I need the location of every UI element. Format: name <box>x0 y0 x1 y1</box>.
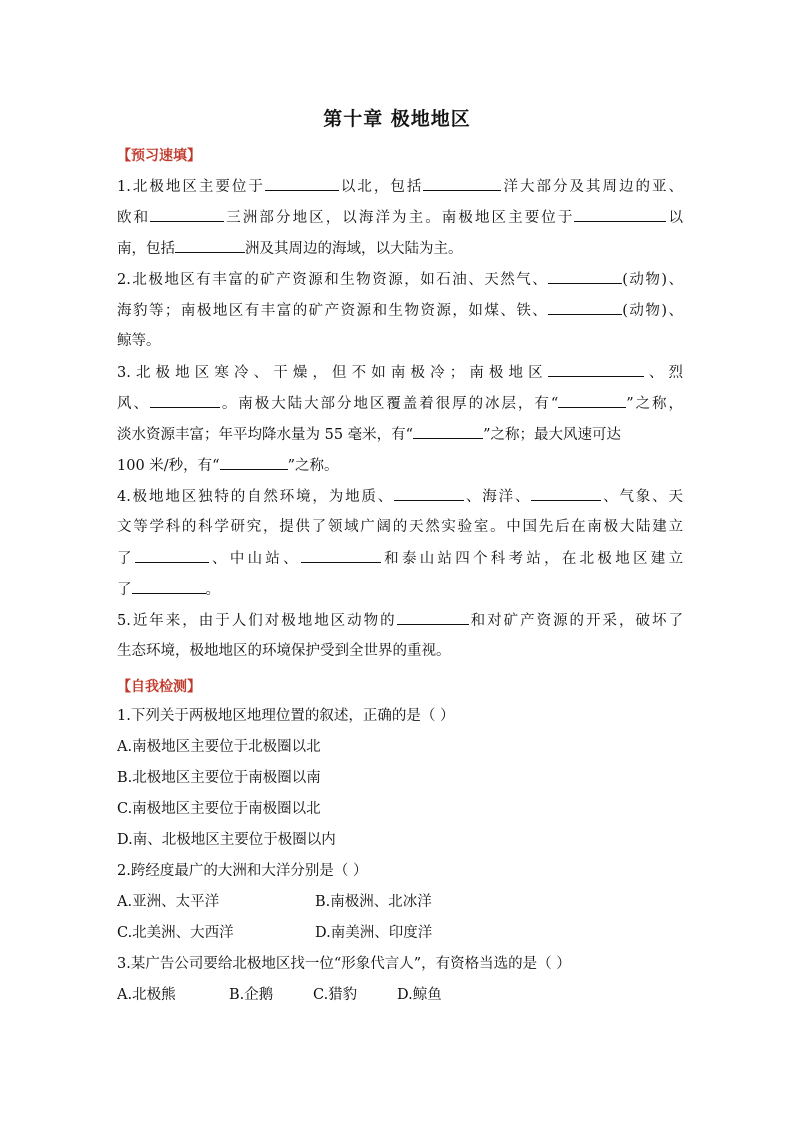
preview-line: 1.北极地区主要位于 以北，包括 洋大部分及其周边的亚、 <box>117 176 683 197</box>
answer-blank[interactable] <box>548 362 644 377</box>
answer-blank[interactable] <box>574 207 666 222</box>
question-option-row <box>117 985 683 1005</box>
preview-line: 2.北极地区有丰富的矿产资源和生物资源，如石油、天然气、 (动物)、 <box>117 269 683 290</box>
answer-blank[interactable] <box>531 486 601 501</box>
preview-line: 欧和 三洲部分地区，以海洋为主。南极地区主要位于 以 <box>117 207 683 228</box>
answer-blank[interactable] <box>220 455 288 470</box>
question-option[interactable]: D.南美洲、印度洋 <box>315 925 433 941</box>
question-option-row <box>117 923 683 943</box>
preview-line: 鲸等。 <box>117 333 161 349</box>
answer-blank[interactable] <box>413 424 483 439</box>
question-stem: 1.下列关于两极地区地理位置的叙述，正确的是（ ） <box>117 708 455 724</box>
page-title: 第十章 极地地区 <box>323 108 471 130</box>
question-option[interactable]: C.南极地区主要位于南极圈以北 <box>117 801 321 817</box>
question-option[interactable]: C.北美洲、大西洋 <box>117 925 234 941</box>
preview-line: 3.北极地区寒冷、干燥，但不如南极冷；南极地区 、烈 <box>117 362 683 383</box>
preview-line: 风、 。南极大陆大部分地区覆盖着很厚的冰层，有“ ”之称， <box>117 393 683 414</box>
answer-blank[interactable] <box>150 393 220 408</box>
question-stem: 3.某广告公司要给北极地区找一位“形象代言人”，有资格当选的是（ ） <box>117 956 571 972</box>
question-option[interactable]: A.南极地区主要位于北极圈以北 <box>117 739 321 755</box>
answer-blank[interactable] <box>397 610 469 625</box>
question-option[interactable]: D.鲸鱼 <box>397 987 442 1003</box>
answer-blank[interactable] <box>135 548 209 563</box>
answer-blank[interactable] <box>423 176 501 191</box>
answer-blank[interactable] <box>558 393 626 408</box>
answer-blank[interactable] <box>548 300 622 315</box>
answer-blank[interactable] <box>548 269 622 284</box>
question-option-row <box>117 892 683 912</box>
preview-line: 100 米/秒，有“ ”之称。 <box>117 455 683 476</box>
answer-blank[interactable] <box>132 579 206 594</box>
question-option[interactable]: B.南极洲、北冰洋 <box>315 894 432 910</box>
preview-line: 5.近年来，由于人们对极地地区动物的 和对矿产资源的开采，破坏了 <box>117 610 683 631</box>
preview-line: 生态环境，极地地区的环境保护受到全世界的重视。 <box>117 643 451 659</box>
question-option[interactable]: A.亚洲、太平洋 <box>117 894 220 910</box>
question-stem: 2.跨经度最广的大洲和大洋分别是（ ） <box>117 863 368 879</box>
preview-line: 淡水资源丰富；年平均降水量为 55 毫米，有“ ”之称；最大风速可达 <box>117 424 683 445</box>
question-option[interactable]: C.猎豹 <box>313 987 358 1003</box>
preview-line: 南，包括 洲及其周边的海域，以大陆为主。 <box>117 238 683 259</box>
answer-blank[interactable] <box>150 207 224 222</box>
answer-blank[interactable] <box>265 176 339 191</box>
question-option[interactable]: A.北极熊 <box>117 987 176 1003</box>
question-option[interactable]: D.南、北极地区主要位于极圈以内 <box>117 832 336 848</box>
preview-line: 4.极地地区独特的自然环境，为地质、 、海洋、 、气象、天 <box>117 486 683 507</box>
answer-blank[interactable] <box>301 548 381 563</box>
answer-blank[interactable] <box>175 238 245 253</box>
preview-line: 了 。 <box>117 579 683 600</box>
question-option[interactable]: B.企鹅 <box>229 987 274 1003</box>
preview-line: 海豹等；南极地区有丰富的矿产资源和生物资源，如煤、铁、 (动物)、 <box>117 300 683 321</box>
section-heading-preview: 【预习速填】 <box>117 148 201 164</box>
preview-line: 了 、中山站、 和泰山站四个科考站，在北极地区建立 <box>117 548 683 569</box>
question-option[interactable]: B.北极地区主要位于南极圈以南 <box>117 770 321 786</box>
answer-blank[interactable] <box>394 486 464 501</box>
preview-line: 文等学科的科学研究，提供了领域广阔的天然实验室。中国先后在南极大陆建立 <box>117 519 683 535</box>
section-heading-check: 【自我检测】 <box>117 679 201 695</box>
